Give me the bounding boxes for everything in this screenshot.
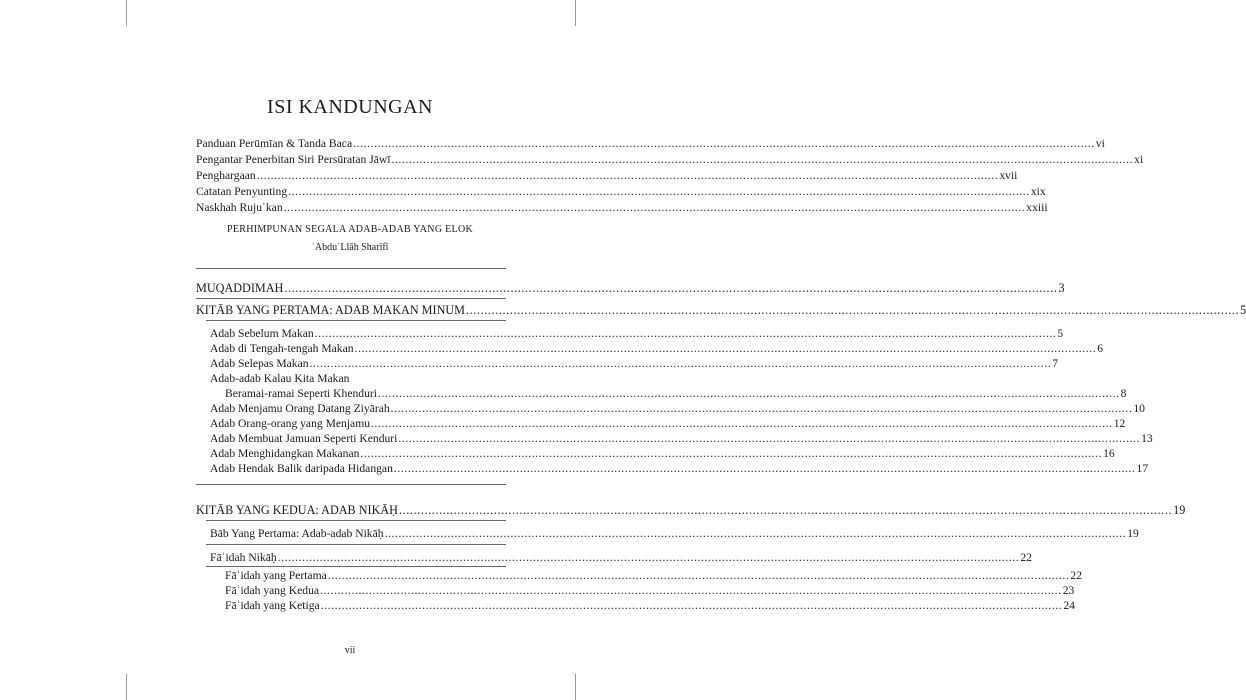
leader-dots	[378, 386, 1120, 402]
crop-mark	[575, 674, 576, 700]
toc-entry	[196, 152, 1144, 168]
toc-entry	[210, 356, 1058, 372]
leader-dots	[288, 184, 1030, 200]
toc-entry	[210, 446, 1115, 462]
toc-section	[210, 550, 1032, 566]
divider	[206, 520, 506, 521]
toc-entry	[210, 371, 349, 387]
leader-dots	[320, 583, 1062, 599]
entry-page: 6	[1097, 342, 1103, 355]
toc-entry	[210, 416, 1125, 432]
entry-label: Adab di Tengah-tengah Makan	[210, 342, 354, 355]
page-title: ISI KANDUNGAN	[267, 96, 433, 118]
entry-page: xi	[1134, 153, 1144, 166]
toc-section	[210, 526, 1139, 542]
leader-dots	[355, 341, 1097, 357]
divider	[196, 268, 506, 269]
toc-entry	[196, 136, 1105, 152]
toc-entry	[210, 461, 1148, 477]
entry-page: 13	[1141, 432, 1153, 445]
entry-page: 12	[1113, 417, 1126, 430]
leader-dots	[328, 568, 1070, 584]
leader-dots	[284, 280, 1057, 296]
entry-label: Adab-adab Kalau Kita Makan	[210, 372, 350, 385]
entry-label: Adab Orang-orang yang Menjamu	[210, 417, 371, 430]
crop-mark	[126, 0, 127, 26]
entry-label: Adab Selepas Makan	[210, 357, 309, 370]
entry-page: 19	[1127, 527, 1139, 540]
leader-dots	[310, 356, 1052, 372]
entry-page: 10	[1133, 402, 1145, 415]
toc-entry	[196, 184, 1046, 200]
divider	[196, 298, 506, 299]
entry-label: Panduan Perūmīan & Tanda Baca	[196, 137, 353, 150]
leader-dots	[353, 136, 1095, 152]
divider	[206, 544, 506, 545]
entry-page: 24	[1063, 599, 1075, 612]
entry-page: xix	[1030, 185, 1046, 198]
entry-page: 3	[1058, 281, 1065, 295]
entry-page: xvii	[999, 169, 1018, 182]
entry-label: Adab Membuat Jamuan Seperti Kenduri	[210, 432, 398, 445]
leader-dots	[391, 152, 1133, 168]
toc-chapter-heading	[196, 302, 1246, 318]
leader-dots	[315, 326, 1057, 342]
leader-dots	[385, 526, 1127, 542]
entry-label: Adab Menghidangkan Makanan	[210, 447, 360, 460]
entry-label: Fāʾidah Nikāḥ	[210, 551, 277, 564]
author-name: ʿAbduʾLlāh Sharīfī	[311, 242, 389, 253]
leader-dots	[399, 502, 1172, 518]
entry-page: 5	[1057, 327, 1064, 340]
leader-dots	[371, 416, 1113, 432]
crop-mark	[575, 0, 576, 26]
entry-label: Adab Hendak Balik daripada Hidangan	[210, 462, 393, 475]
entry-page: 19	[1173, 503, 1186, 517]
entry-label: Fāʾidah yang Ketiga	[225, 599, 320, 612]
toc-entry	[196, 168, 1018, 184]
toc-entry	[225, 386, 1126, 402]
entry-page: 16	[1103, 447, 1115, 460]
entry-page: 8	[1120, 387, 1127, 400]
entry-page: 23	[1062, 584, 1075, 597]
toc-entry	[225, 568, 1082, 584]
page-number: vii	[344, 645, 356, 656]
entry-label: MUQADDIMAH	[196, 281, 284, 295]
entry-label: Naskhah Rujuʿkan	[196, 201, 283, 214]
entry-label: Adab Menjamu Orang Datang Ziyārah	[210, 402, 390, 415]
toc-entry	[210, 341, 1103, 357]
leader-dots	[398, 431, 1140, 447]
divider	[206, 320, 506, 321]
entry-label: Fāʾidah yang Pertama	[225, 569, 327, 582]
entry-page: 22	[1070, 569, 1082, 582]
toc-entry	[196, 200, 1048, 216]
entry-label: Catatan Penyunting	[196, 185, 288, 198]
entry-page: 22	[1020, 551, 1032, 564]
entry-page: vi	[1095, 137, 1105, 150]
leader-dots	[321, 598, 1063, 614]
toc-entry	[210, 326, 1063, 342]
divider	[196, 484, 506, 485]
toc-chapter-heading	[196, 502, 1185, 518]
entry-label: KITĀB YANG KEDUA: ADAB NIKĀḤ	[196, 503, 398, 517]
entry-label: Pengantar Penerbitan Siri Persūratan Jāwī	[196, 153, 391, 166]
leader-dots	[466, 302, 1239, 318]
entry-page: 5	[1240, 303, 1246, 317]
divider	[206, 566, 506, 567]
toc-entry	[225, 583, 1074, 599]
leader-dots	[360, 446, 1102, 462]
toc-entry-muqaddimah	[196, 280, 1065, 296]
toc-entry	[225, 598, 1075, 614]
toc-entry	[210, 401, 1145, 417]
entry-label: Penghargaan	[196, 169, 256, 182]
toc-entry	[210, 431, 1153, 447]
leader-dots	[391, 401, 1133, 417]
entry-label: Bāb Yang Pertama: Adab-adab Nikāḥ	[210, 527, 384, 540]
entry-page: 17	[1136, 462, 1149, 475]
crop-mark	[126, 674, 127, 700]
work-title: PERHIMPUNAN SEGALA ADAB-ADAB YANG ELOK	[226, 224, 474, 235]
leader-dots	[394, 461, 1136, 477]
entry-page: xxiii	[1026, 201, 1048, 214]
entry-label: KITĀB YANG PERTAMA: ADAB MAKAN MINUM	[196, 303, 466, 317]
entry-label: Beramai-ramai Seperti Khenduri	[225, 387, 377, 400]
entry-page: 7	[1052, 357, 1058, 370]
entry-label: Adab Sebelum Makan	[210, 327, 314, 340]
leader-dots	[257, 168, 999, 184]
leader-dots	[278, 550, 1020, 566]
entry-label: Fāʾidah yang Kedua	[225, 584, 320, 597]
leader-dots	[284, 200, 1026, 216]
